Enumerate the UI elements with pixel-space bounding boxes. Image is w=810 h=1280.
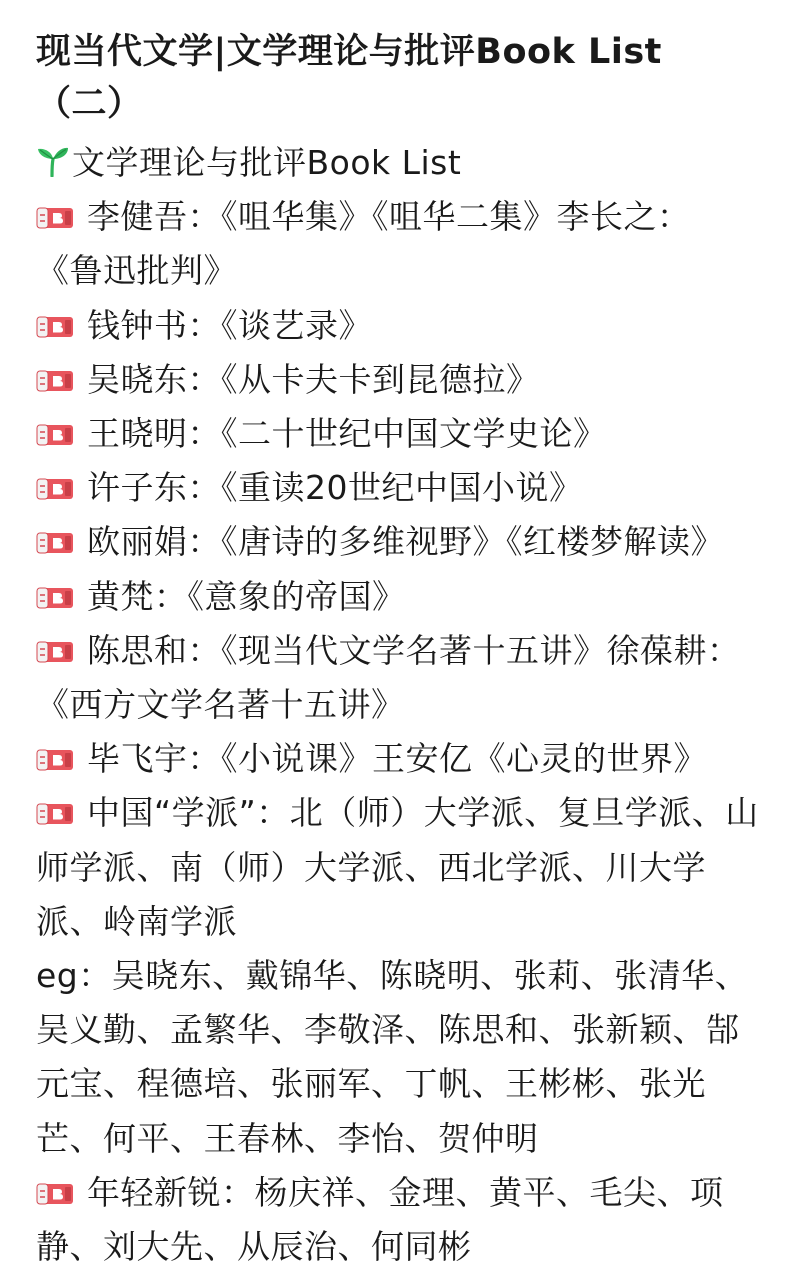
list-item-line: [36, 299, 770, 353]
red-bookmark-tag-icon: [36, 314, 74, 340]
list-item-text: 中国“学派”：北（师）大学派、复旦学派、山: [87, 793, 759, 833]
post-body: [36, 136, 770, 1274]
list-item: [36, 299, 770, 353]
list-item-line: [36, 570, 770, 624]
list-item: [36, 515, 770, 569]
example-block: [36, 949, 770, 1166]
list-item-text: 静、刘大先、从辰治、何同彬: [36, 1227, 472, 1267]
list-item-text: 毕飞宇：《小说课》王安亿《心灵的世界》: [87, 739, 707, 779]
list-item-text: 欧丽娟：《唐诗的多维视野》《红楼梦解读》: [87, 522, 724, 562]
section-heading-text: 文学理论与批评Book List: [72, 143, 462, 182]
red-bookmark-tag-icon: [36, 585, 74, 611]
list-item-text: 黄梵：《意象的帝国》: [87, 576, 406, 616]
example-line: [36, 1003, 770, 1057]
list-item-line: [36, 1166, 770, 1220]
list-item: [36, 732, 770, 786]
list-item-line: [36, 786, 770, 840]
post-title: [36, 26, 770, 130]
example-line: [36, 1057, 770, 1111]
example-line: [36, 949, 770, 1003]
example-line: [36, 1112, 770, 1166]
list-item-line: [36, 407, 770, 461]
list-item-text: 《西方文学名著十五讲》: [36, 685, 405, 725]
list-item-text: 师学派、南（师）大学派、西北学派、川大学: [36, 847, 706, 887]
list-item: [36, 570, 770, 624]
list-item-line: [36, 732, 770, 786]
sprout-icon: [36, 145, 70, 177]
red-bookmark-tag-icon: [36, 801, 74, 827]
red-bookmark-tag-icon: [36, 422, 74, 448]
red-bookmark-tag-icon: [36, 530, 74, 556]
section-heading: [36, 136, 770, 190]
list-item-line: [36, 678, 770, 732]
example-text: eg：吴晓东、戴锦华、陈晓明、张莉、张清华、: [36, 956, 749, 996]
example-text: 吴义勤、孟繁华、李敬泽、陈思和、张新颖、郜: [36, 1010, 740, 1050]
example-text: 芒、何平、王春林、李怡、贺仲明: [36, 1118, 539, 1158]
list-item-text: 李健吾：《咀华集》《咀华二集》李长之：: [87, 197, 691, 237]
list-item: [36, 786, 770, 949]
list-item: [36, 353, 770, 407]
list-item-line: [36, 353, 770, 407]
list-item-text: 年轻新锐：杨庆祥、金理、黄平、毛尖、项: [87, 1172, 724, 1212]
list-item-text: 吴晓东：《从卡夫卡到昆德拉》: [87, 359, 540, 399]
list-item-line: [36, 461, 770, 515]
list-item: [36, 190, 770, 298]
list-item-text: 派、岭南学派: [36, 901, 237, 941]
list-item-text: 《鲁迅批判》: [36, 251, 237, 291]
list-item: [36, 624, 770, 732]
red-bookmark-tag-icon: [36, 639, 74, 665]
list-item-line: [36, 244, 770, 298]
list-item-text: 陈思和：《现当代文学名著十五讲》徐葆耕：: [87, 630, 741, 670]
list-item-line: [36, 895, 770, 949]
list-item-line: [36, 190, 770, 244]
red-bookmark-tag-icon: [36, 1181, 74, 1207]
post-title-line-1: 现当代文学|文学理论与批评Book List: [36, 32, 662, 72]
list-item-line: [36, 841, 770, 895]
list-item-text: 王晓明：《二十世纪中国文学史论》: [87, 414, 607, 454]
list-item: [36, 461, 770, 515]
young-critics-item: [36, 1166, 770, 1274]
list-item-line: [36, 1220, 770, 1274]
list-item-line: [36, 624, 770, 678]
red-bookmark-tag-icon: [36, 476, 74, 502]
red-bookmark-tag-icon: [36, 368, 74, 394]
post-title-line-2: （二）: [36, 84, 143, 124]
red-bookmark-tag-icon: [36, 747, 74, 773]
example-text: 元宝、程德培、张丽军、丁帆、王彬彬、张光: [36, 1064, 706, 1104]
list-item-text: 钱钟书：《谈艺录》: [87, 305, 372, 345]
book-list: [36, 190, 770, 949]
list-item-line: [36, 515, 770, 569]
list-item: [36, 407, 770, 461]
red-bookmark-tag-icon: [36, 205, 74, 231]
list-item-text: 许子东：《重读20世纪中国小说》: [87, 468, 583, 508]
